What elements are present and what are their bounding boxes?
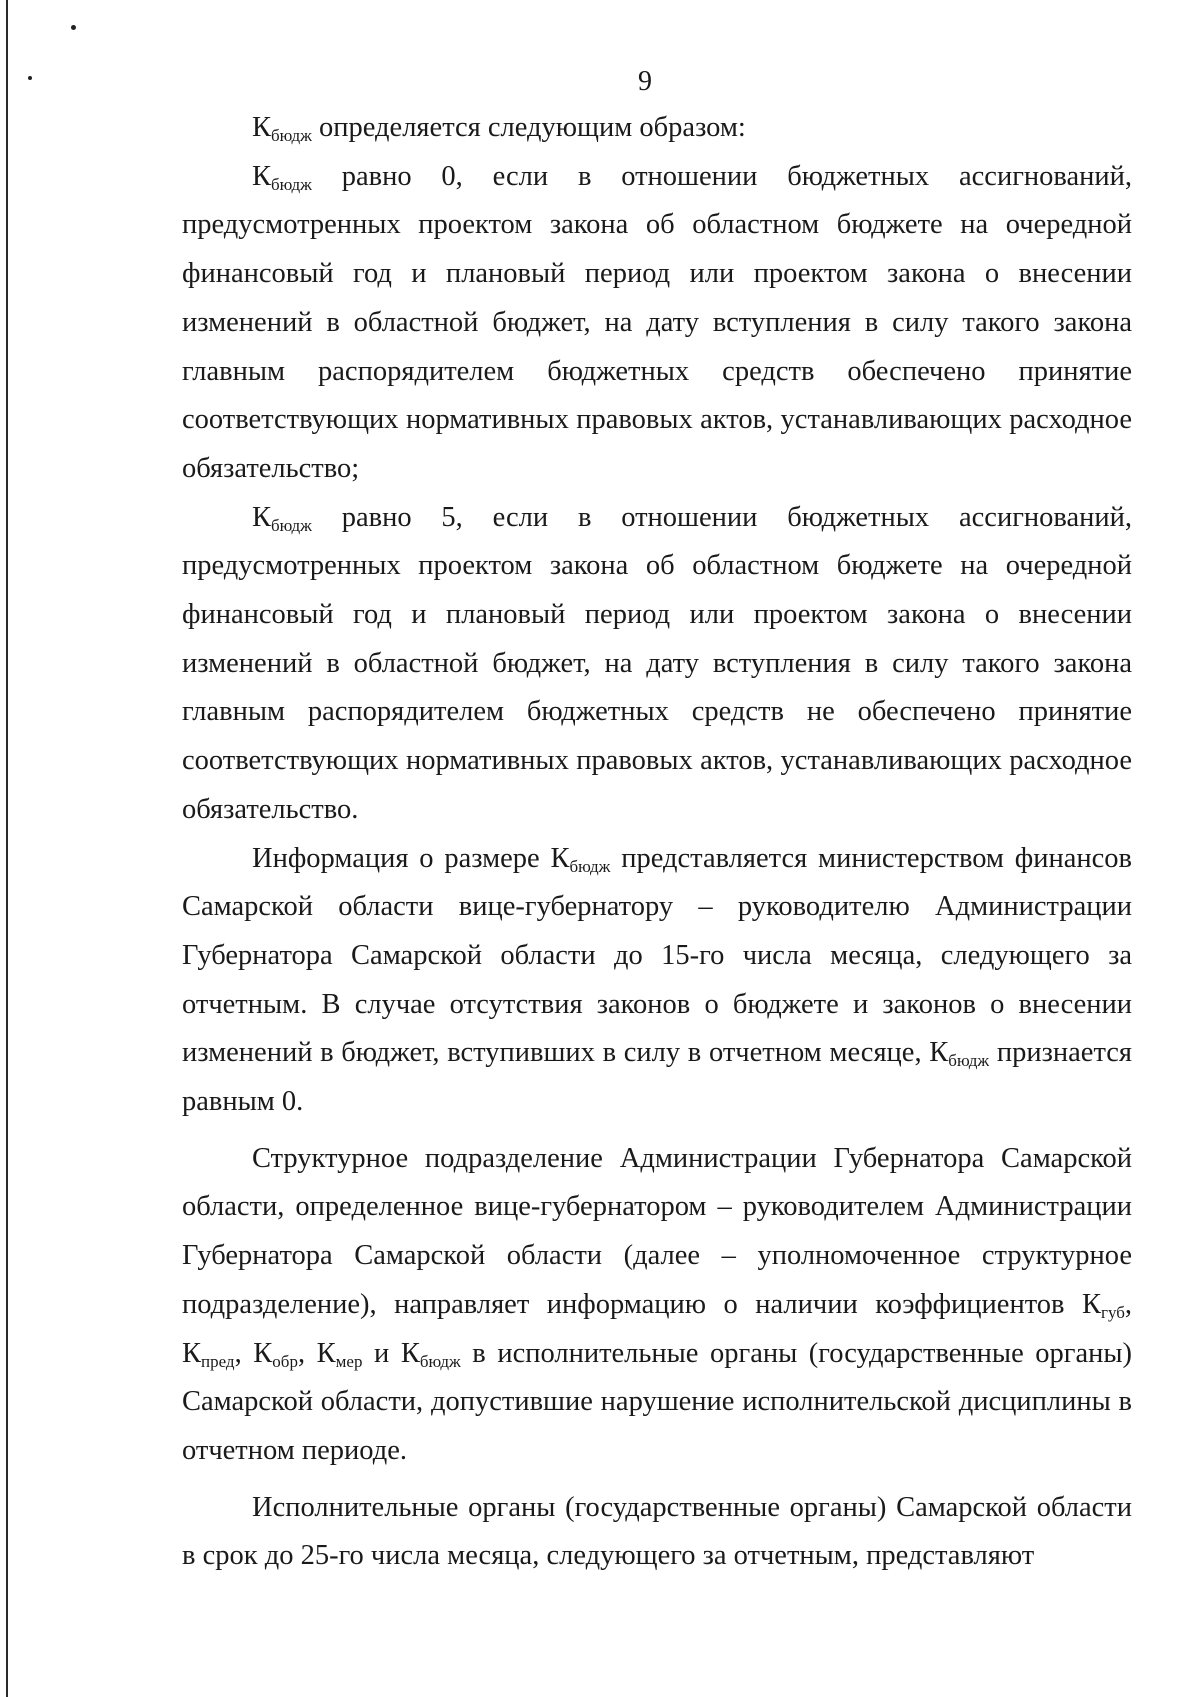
scan-left-edge <box>6 0 8 1697</box>
coefficient-subscript: бюдж <box>569 856 611 876</box>
paragraph-text: Исполнительные органы (государственные органы) Самарской области в срок до 25-го числа месяца, следующего за отчетным, представляют <box>182 1491 1132 1572</box>
paragraph-intro <box>182 104 1132 153</box>
coefficient-subscript: бюдж <box>271 174 312 194</box>
paragraph-text: К <box>252 160 272 192</box>
page-number: 9 <box>638 66 652 97</box>
paragraph-text: , К <box>234 1337 273 1369</box>
paragraph-text: Информация о размере К <box>252 842 570 874</box>
paragraph-info <box>182 835 1132 1127</box>
paragraph-text: признается равным 0. <box>182 1037 1133 1118</box>
coefficient-subscript: губ <box>1100 1302 1125 1322</box>
paragraph-text: определяется следующим образом: <box>311 112 746 143</box>
paragraph-structural <box>182 1135 1132 1476</box>
coefficient-subscript: пред <box>201 1351 235 1371</box>
paragraph-text: К <box>252 501 272 533</box>
paragraph-k-zero <box>182 153 1132 494</box>
paragraph-text: и К <box>362 1337 420 1369</box>
paragraph-text: представляется министерством финансов Самарской области вице-губернатору – руководителю Администрации Губернатора Самарской области до 15-го числа месяца, следующего за отчетным. В случае отсутствия законов о бюджете и законов о внесении изменений в бюджет, вступивших в силу в отчетном месяце, К <box>182 842 1132 1069</box>
coefficient-subscript: бюдж <box>419 1351 461 1371</box>
scan-speck <box>71 25 76 30</box>
paragraph-k-five <box>182 494 1132 835</box>
document-body <box>182 104 1132 1581</box>
coefficient-subscript: мер <box>335 1351 363 1371</box>
coefficient-subscript: обр <box>272 1351 298 1371</box>
coefficient-subscript: бюдж <box>948 1051 990 1071</box>
paragraph-text: Структурное подразделение Администрации Губернатора Самарской области, определенное вице-губернатором – руководителем Администрации Губернатора Самарской области (далее – уполномоченное структурное подразделение), направляет информацию о наличии коэффициентов К <box>182 1142 1132 1320</box>
paragraph-text: равно 0, если в отношении бюджетных ассигнований, предусмотренных проектом закона об областном бюджете на очередной финансовый год и плановый период или проектом закона о внесении изменений в областной бюджет, на дату вступления в силу такого закона главным распорядителем бюджетных средств обеспечено принятие соответствующих нормативных правовых актов, устанавливающих расходное обязательство; <box>182 160 1132 484</box>
paragraph-text: равно 5, если в отношении бюджетных ассигнований, предусмотренных проектом закона об областном бюджете на очередной финансовый год и плановый период или проектом закона о внесении изменений в областной бюджет, на дату вступления в силу такого закона главным распорядителем бюджетных средств не обеспечено принятие соответствующих нормативных правовых актов, устанавливающих расходное обязательство. <box>182 501 1132 825</box>
paragraph-text: в исполнительные органы (государственные органы) Самарской области, допустившие нарушение исполнительской дисциплины в отчетном периоде. <box>182 1337 1133 1466</box>
paragraph-text: , К <box>182 1288 1132 1369</box>
paragraph-text: , К <box>297 1337 336 1369</box>
paragraph-text: К <box>252 112 272 143</box>
coefficient-subscript: бюдж <box>271 515 312 535</box>
coefficient-subscript: бюдж <box>271 126 312 145</box>
paragraph-executive <box>182 1484 1132 1581</box>
